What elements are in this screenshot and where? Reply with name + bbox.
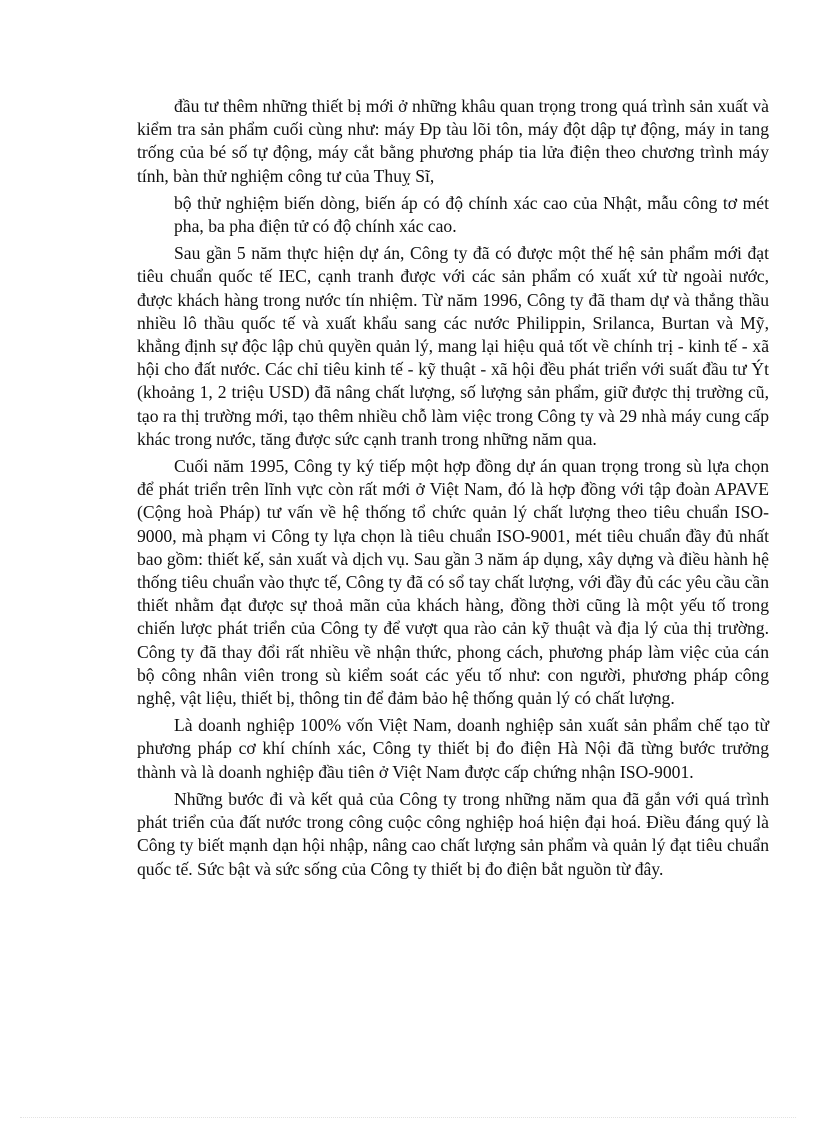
page-bottom-divider xyxy=(20,1117,796,1118)
paragraph-conclusion: Những bước đi và kết quả của Công ty trong những năm qua đã gắn với quá trình phát triển của đất nước trong công cuộc công nghiệp hoá hiện đại hoá. Điều đáng quý là Công ty biết mạnh dạn hội nhập, nâng cao chất lượng sản phẩm và quản lý đạt tiêu chuẩn quốc tế. Sức bật và sức sống của Công ty thiết bị đo điện bắt nguồn từ đây. xyxy=(137,788,769,879)
paragraph-iso-contract: Cuối năm 1995, Công ty ký tiếp một hợp đồng dự án quan trọng trong sù lựa chọn để phát triển trên lĩnh vực còn rất mới ở Việt Nam, đó là hợp đồng với tập đoàn APAVE (Cộng hoà Pháp) tư vấn về hệ thống tổ chức quản lý chất lượng theo tiêu chuẩn ISO-9000, mà phạm vi Công ty lựa chọn là tiêu chuẩn ISO-9001, mét tiêu chuẩn đầy đủ nhất bao gồm: thiết kế, sản xuất và dịch vụ. Sau gần 3 năm áp dụng, xây dựng và điều hành hệ thống tiêu chuẩn vào thực tế, Công ty đã có sổ tay chất lượng, với đầy đủ các yêu cầu cần thiết nhằm đạt được sự thoả mãn của khách hàng, đồng thời cũng là một yếu tố trong chiến lược phát triển của Công ty để vượt qua rào cản kỹ thuật và địa lý của thị trường. Công ty đã thay đổi rất nhiều về nhận thức, phong cách, phương pháp làm việc của cán bộ công nhân viên trong sù kiểm soát các yếu tố như: con người, phương pháp công nghệ, vật liệu, thiết bị, thông tin để đảm bảo hệ thống quản lý có chất lượng. xyxy=(137,456,769,709)
document-body xyxy=(137,95,769,881)
paragraph-equipment-investment: đầu tư thêm những thiết bị mới ở những khâu quan trọng trong quá trình sản xuất và kiểm tra sản phẩm cuối cùng như: máy Đp tàu lõi tôn, máy đột dập tự động, máy in tang trống của bé số tự động, máy cắt bằng phương pháp tia lửa điện theo chương trình máy tính, bàn thử nghiệm công tư của Thuỵ Sĩ, xyxy=(137,96,769,186)
paragraph-project-results: Sau gần 5 năm thực hiện dự án, Công ty đã có được một thế hệ sản phẩm mới đạt tiêu chuẩn quốc tế IEC, cạnh tranh được với các sản phẩm có xuất xứ từ ngoài nước, được khách hàng trong nước tín nhiệm. Từ năm 1996, Công ty đã tham dự và thắng thầu nhiều lô thầu quốc tế và xuất khẩu sang các nước Philippin, Srilanca, Burtan và Mỹ, khẳng định sự độc lập chủ quyền quản lý, mang lại hiệu quả tốt về chính trị - kinh tế - xã hội cho đất nước. Các chỉ tiêu kinh tế - kỹ thuật - xã hội đều phát triển với suất đầu tư Ýt (khoảng 1, 2 triệu USD) đã nâng chất lượng, số lượng sản phẩm, giữ được thị trường cũ, tạo ra thị trường mới, tạo thêm nhiều chỗ làm việc trong Công ty và 29 nhà máy cung cấp khác trong nước, tăng được sức cạnh tranh trong những năm qua. xyxy=(137,243,769,449)
paragraph-testing-equipment: bộ thử nghiệm biến dòng, biến áp có độ chính xác cao của Nhật, mẫu công tơ mét pha, ba pha điện tử có độ chính xác cao. xyxy=(174,192,769,237)
paragraph-iso-certification: Là doanh nghiệp 100% vốn Việt Nam, doanh nghiệp sản xuất sản phẩm chế tạo từ phương pháp cơ khí chính xác, Công ty thiết bị đo điện Hà Nội đã từng bước trưởng thành và là doanh nghiệp đầu tiên ở Việt Nam được cấp chứng nhận ISO-9001. xyxy=(137,715,769,782)
